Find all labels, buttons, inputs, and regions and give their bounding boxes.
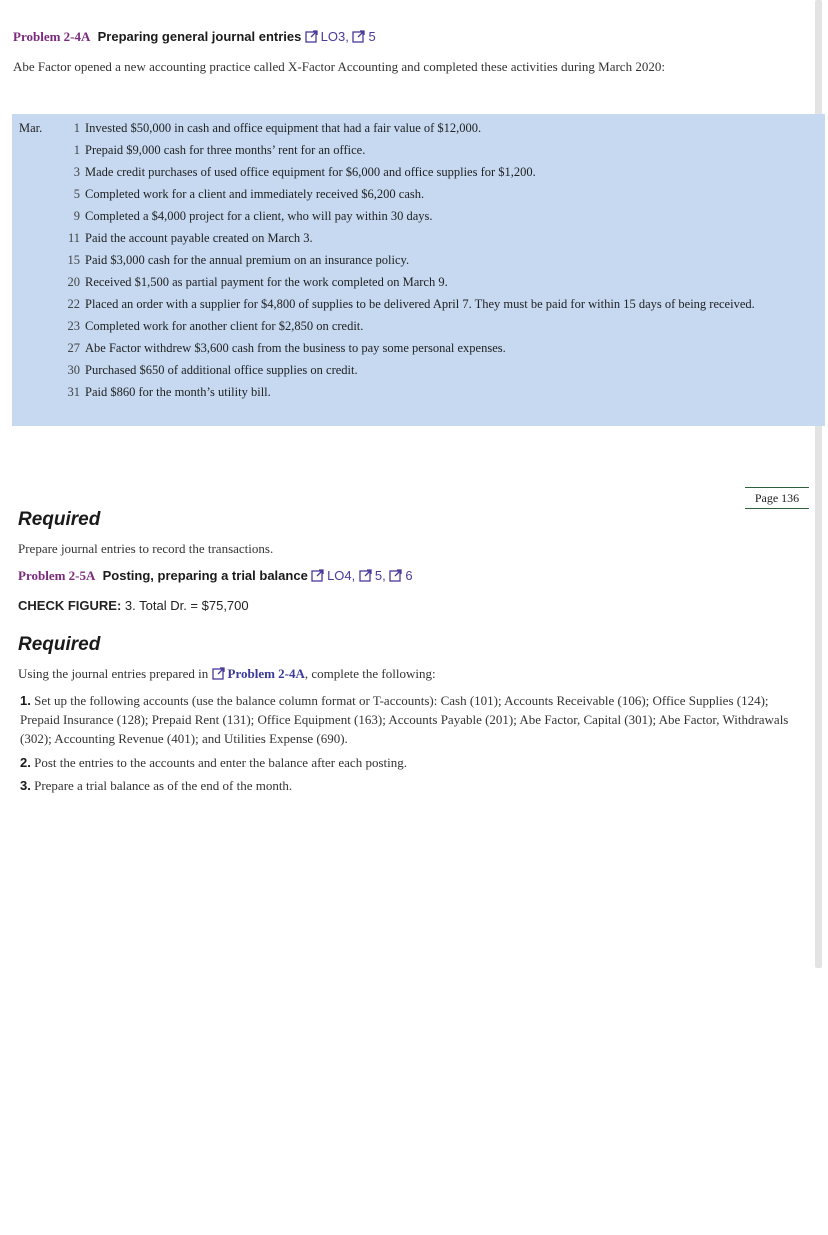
transaction-row bbox=[12, 139, 825, 161]
lo5-label: 5, bbox=[374, 568, 386, 583]
external-link-icon bbox=[311, 568, 325, 582]
transaction-text: Made credit purchases of used office equipment for $6,000 and office supplies for $1,200. bbox=[85, 165, 536, 179]
transaction-text: Paid $860 for the month’s utility bill. bbox=[85, 385, 271, 399]
lo5-link[interactable] bbox=[352, 29, 375, 44]
problem-5a-number: Problem 2-5A bbox=[18, 568, 96, 583]
transaction-row bbox=[12, 381, 825, 403]
list-item bbox=[20, 691, 810, 748]
transaction-row bbox=[12, 183, 825, 205]
problem-5a-heading bbox=[18, 568, 413, 584]
transaction-day: 31 bbox=[67, 385, 80, 399]
list-item bbox=[20, 776, 810, 795]
transaction-row bbox=[12, 227, 825, 249]
transaction-text: Completed work for a client and immediately received $6,200 cash. bbox=[85, 187, 425, 201]
transaction-text: Completed work for another client for $2,850 on credit. bbox=[85, 319, 364, 333]
list-item-number: 3. bbox=[20, 778, 31, 793]
list-item-text: Prepare a trial balance as of the end of the month. bbox=[34, 778, 293, 793]
transaction-day: 9 bbox=[73, 209, 80, 223]
transaction-day: 23 bbox=[67, 319, 80, 333]
transaction-day: 15 bbox=[67, 253, 80, 267]
month-label: Mar. bbox=[19, 121, 43, 135]
list-item-text: Set up the following accounts (use the balance column format or T-accounts): Cash (101); Accounts Receivable (106); Office Supplies (124); Prepaid Insurance (128); Prepaid Rent (131); Office Equipment (163); Accounts Payable (201); Abe Factor, Capital (301); Abe Factor, Withdrawals (302); Accounting Revenue (401); and Utilities Expense (690). bbox=[20, 693, 789, 746]
list-item-text: Post the entries to the accounts and enter the balance after each posting. bbox=[34, 755, 407, 770]
transaction-text: Invested $50,000 in cash and office equipment that had a fair value of $12,000. bbox=[85, 121, 482, 135]
transaction-row bbox=[12, 293, 825, 315]
transaction-text: Abe Factor withdrew $3,600 cash from the business to pay some personal expenses. bbox=[85, 341, 506, 355]
list-item-number: 2. bbox=[20, 755, 31, 770]
transaction-day: 1 bbox=[73, 143, 80, 157]
external-link-icon bbox=[359, 568, 373, 582]
transaction-row bbox=[12, 205, 825, 227]
check-figure-label: CHECK FIGURE: bbox=[18, 598, 122, 613]
transaction-text: Paid the account payable created on March 3. bbox=[85, 231, 313, 245]
problem-4a-intro: Abe Factor opened a new accounting practice called X-Factor Accounting and completed these activities during March 2020: bbox=[13, 59, 665, 74]
problem-4a-heading bbox=[13, 29, 376, 45]
problem-5a-title: Posting, preparing a trial balance bbox=[102, 568, 308, 583]
transaction-day: 22 bbox=[67, 297, 80, 311]
transaction-text: Prepaid $9,000 cash for three months’ rent for an office. bbox=[85, 143, 366, 157]
transaction-row bbox=[12, 337, 825, 359]
problem-4a-title: Preparing general journal entries bbox=[97, 29, 302, 44]
problem-4a-number: Problem 2-4A bbox=[13, 29, 91, 44]
transaction-text: Purchased $650 of additional office supplies on credit. bbox=[85, 363, 358, 377]
external-link-icon bbox=[305, 29, 319, 43]
external-link-icon bbox=[352, 29, 366, 43]
transaction-row bbox=[12, 161, 825, 183]
problem-2-4a-link[interactable] bbox=[212, 666, 305, 681]
page-number-tag: Page 136 bbox=[745, 487, 809, 509]
transaction-day: 5 bbox=[73, 187, 80, 201]
transaction-day: 20 bbox=[67, 275, 80, 289]
required-heading: Required bbox=[18, 509, 101, 530]
required-lead-text: Using the journal entries prepared in bbox=[18, 666, 209, 681]
transactions-table bbox=[12, 114, 825, 426]
lo5-link[interactable] bbox=[359, 568, 389, 583]
transaction-text: Paid $3,000 cash for the annual premium on an insurance policy. bbox=[85, 253, 410, 267]
transaction-day: 1 bbox=[73, 121, 80, 135]
external-link-icon bbox=[212, 666, 226, 680]
lo3-link[interactable] bbox=[305, 29, 353, 44]
list-item-number: 1. bbox=[20, 693, 31, 708]
external-link-icon bbox=[389, 568, 403, 582]
problem-2-4a-link-label: Problem 2-4A bbox=[227, 666, 305, 681]
lo6-label: 6 bbox=[405, 568, 413, 583]
transaction-text: Received $1,500 as partial payment for the work completed on March 9. bbox=[85, 275, 448, 289]
transaction-day: 3 bbox=[73, 165, 80, 179]
required-text: Prepare journal entries to record the transactions. bbox=[18, 541, 274, 556]
check-figure bbox=[18, 598, 249, 613]
lo5-label: 5 bbox=[368, 29, 376, 44]
transaction-row bbox=[12, 315, 825, 337]
transaction-day: 30 bbox=[67, 363, 80, 377]
required-lead-tail: , complete the following: bbox=[304, 666, 436, 681]
transaction-day: 11 bbox=[67, 231, 80, 245]
check-figure-value: 3. Total Dr. = $75,700 bbox=[124, 598, 249, 613]
transaction-text: Completed a $4,000 project for a client, who will pay within 30 days. bbox=[85, 209, 433, 223]
transaction-row bbox=[12, 359, 825, 381]
required-lead bbox=[18, 666, 436, 682]
transaction-row bbox=[12, 271, 825, 293]
lo6-link[interactable] bbox=[389, 568, 412, 583]
lo3-label: LO3, bbox=[320, 29, 349, 44]
transaction-row bbox=[12, 117, 825, 139]
transaction-text: Placed an order with a supplier for $4,800 of supplies to be delivered April 7. They must be paid for within 15 days of being received. bbox=[85, 297, 755, 311]
transaction-day: 27 bbox=[67, 341, 80, 355]
transaction-row bbox=[12, 249, 825, 271]
list-item bbox=[20, 753, 810, 772]
lo4-link[interactable] bbox=[311, 568, 359, 583]
required-heading: Required bbox=[18, 634, 101, 655]
lo4-label: LO4, bbox=[327, 568, 356, 583]
